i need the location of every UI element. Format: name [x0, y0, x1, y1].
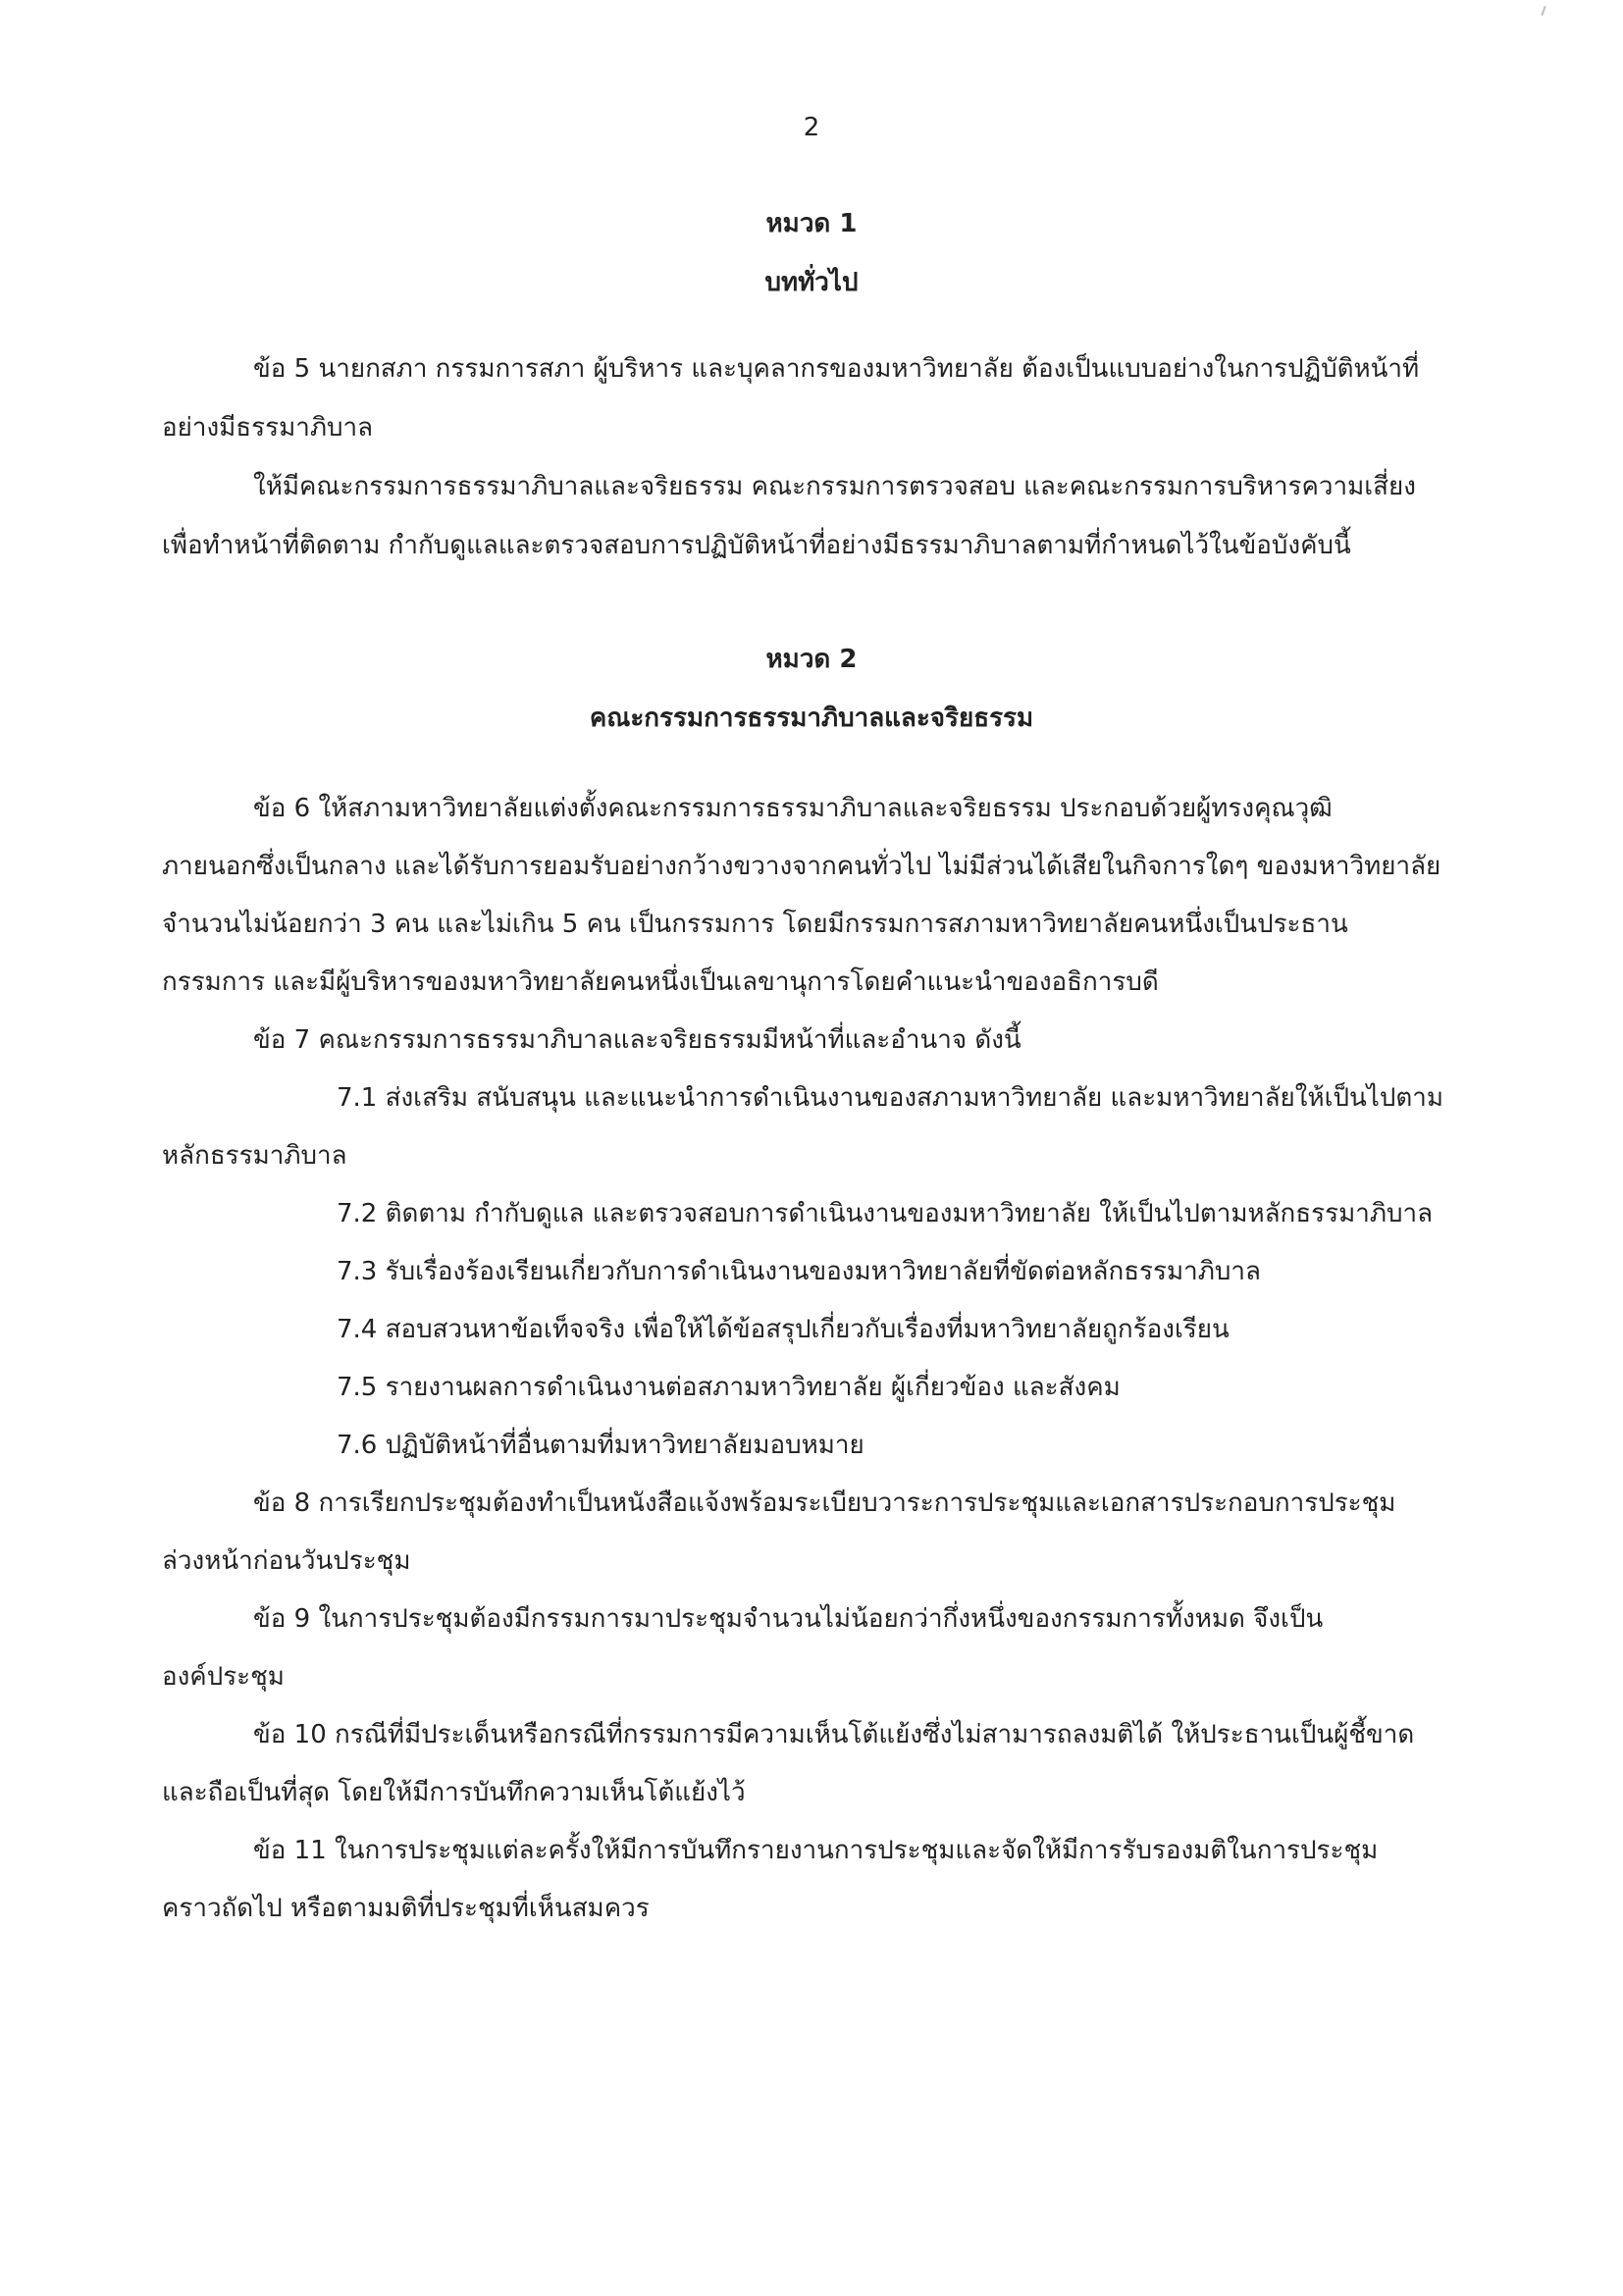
item-7-4: 7.4 สอบสวนหาข้อเท็จจริง เพื่อให้ได้ข้อสรุปเกี่ยวกับเรื่องที่มหาวิทยาลัยถูกร้องเรียน	[337, 1315, 1230, 1344]
clause-9-line-2: องค์ประชุม	[162, 1662, 285, 1692]
clause-11-line-2: คราวถัดไป หรือตามมติที่ประชุมที่เห็นสมควร	[162, 1894, 650, 1923]
item-7-2: 7.2 ติดตาม กำกับดูแล และตรวจสอบการดำเนินงานของมหาวิทยาลัย ให้เป็นไปตามหลักธรรมาภิบาล	[337, 1199, 1434, 1228]
item-7-5: 7.5 รายงานผลการดำเนินงานต่อสภามหาวิทยาลัย ผู้เกี่ยวข้อง และสังคม	[337, 1373, 1121, 1402]
clause-6-line-1: ข้อ 6 ให้สภามหาวิทยาลัยแต่งตั้งคณะกรรมการธรรมาภิบาลและจริยธรรม ประกอบด้วยผู้ทรงคุณวุฒิ	[253, 794, 1333, 823]
clause-10-line-2: และถือเป็นที่สุด โดยให้มีการบันทึกความเห็นโต้แย้งไว้	[162, 1778, 746, 1807]
clause-8-line-2: ล่วงหน้าก่อนวันประชุม	[162, 1546, 411, 1576]
chapter2-heading: หมวด 2	[765, 645, 858, 674]
chapter1-heading: หมวด 1	[765, 209, 858, 238]
chapter2-title: คณะกรรมการธรรมาภิบาลและจริยธรรม	[589, 704, 1034, 733]
item-7-1-line-2: หลักธรรมาภิบาล	[162, 1141, 347, 1171]
committee-paragraph-line-2: เพื่อทำหน้าที่ติดตาม กำกับดูแลและตรวจสอบการปฏิบัติหน้าที่อย่างมีธรรมาภิบาลตามที่กำหนดไว้ในข้อบังคับนี้	[162, 531, 1351, 560]
clause-6-line-2: ภายนอกซึ่งเป็นกลาง และได้รับการยอมรับอย่างกว้างขวางจากคนทั่วไป ไม่มีส่วนได้เสียในกิจการใดๆ ของมหาวิทยาลัย	[162, 852, 1441, 881]
clause-10-line-1: ข้อ 10 กรณีที่มีประเด็นหรือกรณีที่กรรมการมีความเห็นโต้แย้งซึ่งไม่สามารถลงมติได้ ให้ประธานเป็นผู้ชี้ขาด	[253, 1720, 1415, 1749]
clause-9-line-1: ข้อ 9 ในการประชุมต้องมีกรรมการมาประชุมจำนวนไม่น้อยกว่ากึ่งหนึ่งของกรรมการทั้งหมด จึงเป็น	[253, 1604, 1324, 1634]
clause-8-line-1: ข้อ 8 การเรียกประชุมต้องทำเป็นหนังสือแจ้งพร้อมระเบียบวาระการประชุมและเอกสารประกอบการประชุม	[253, 1488, 1396, 1518]
chapter1-title: บททั่วไป	[764, 268, 859, 297]
scan-mark	[1541, 6, 1545, 16]
clause-6-line-4: กรรมการ และมีผู้บริหารของมหาวิทยาลัยคนหนึ่งเป็นเลขานุการโดยคำแนะนำของอธิการบดี	[162, 967, 1159, 997]
item-7-3: 7.3 รับเรื่องร้องเรียนเกี่ยวกับการดำเนินงานของมหาวิทยาลัยที่ขัดต่อหลักธรรมาภิบาล	[337, 1257, 1261, 1286]
clause-5-line-2: อย่างมีธรรมาภิบาล	[162, 413, 373, 443]
clause-6-line-3: จำนวนไม่น้อยกว่า 3 คน และไม่เกิน 5 คน เป็นกรรมการ โดยมีกรรมการสภามหาวิทยาลัยคนหนึ่งเป็นประธาน	[162, 910, 1348, 939]
item-7-1-line-1: 7.1 ส่งเสริม สนับสนุน และแนะนำการดำเนินงานของสภามหาวิทยาลัย และมหาวิทยาลัยให้เป็นไปตาม	[337, 1083, 1443, 1113]
page-number: 2	[803, 113, 820, 142]
clause-5-line-1: ข้อ 5 นายกสภา กรรมการสภา ผู้บริหาร และบุคลากรของมหาวิทยาลัย ต้องเป็นแบบอย่างในการปฏิบัติหน้าที่	[253, 354, 1420, 384]
committee-paragraph-line-1: ให้มีคณะกรรมการธรรมาภิบาลและจริยธรรม คณะกรรมการตรวจสอบ และคณะกรรมการบริหารความเสี่ยง	[253, 472, 1416, 501]
item-7-6: 7.6 ปฏิบัติหน้าที่อื่นตามที่มหาวิทยาลัยมอบหมาย	[337, 1431, 864, 1460]
clause-11-line-1: ข้อ 11 ในการประชุมแต่ละครั้งให้มีการบันทึกรายงานการประชุมและจัดให้มีการรับรองมติในการประชุม	[253, 1836, 1379, 1865]
clause-7-intro: ข้อ 7 คณะกรรมการธรรมาภิบาลและจริยธรรมมีหน้าที่และอำนาจ ดังนี้	[253, 1025, 1021, 1055]
